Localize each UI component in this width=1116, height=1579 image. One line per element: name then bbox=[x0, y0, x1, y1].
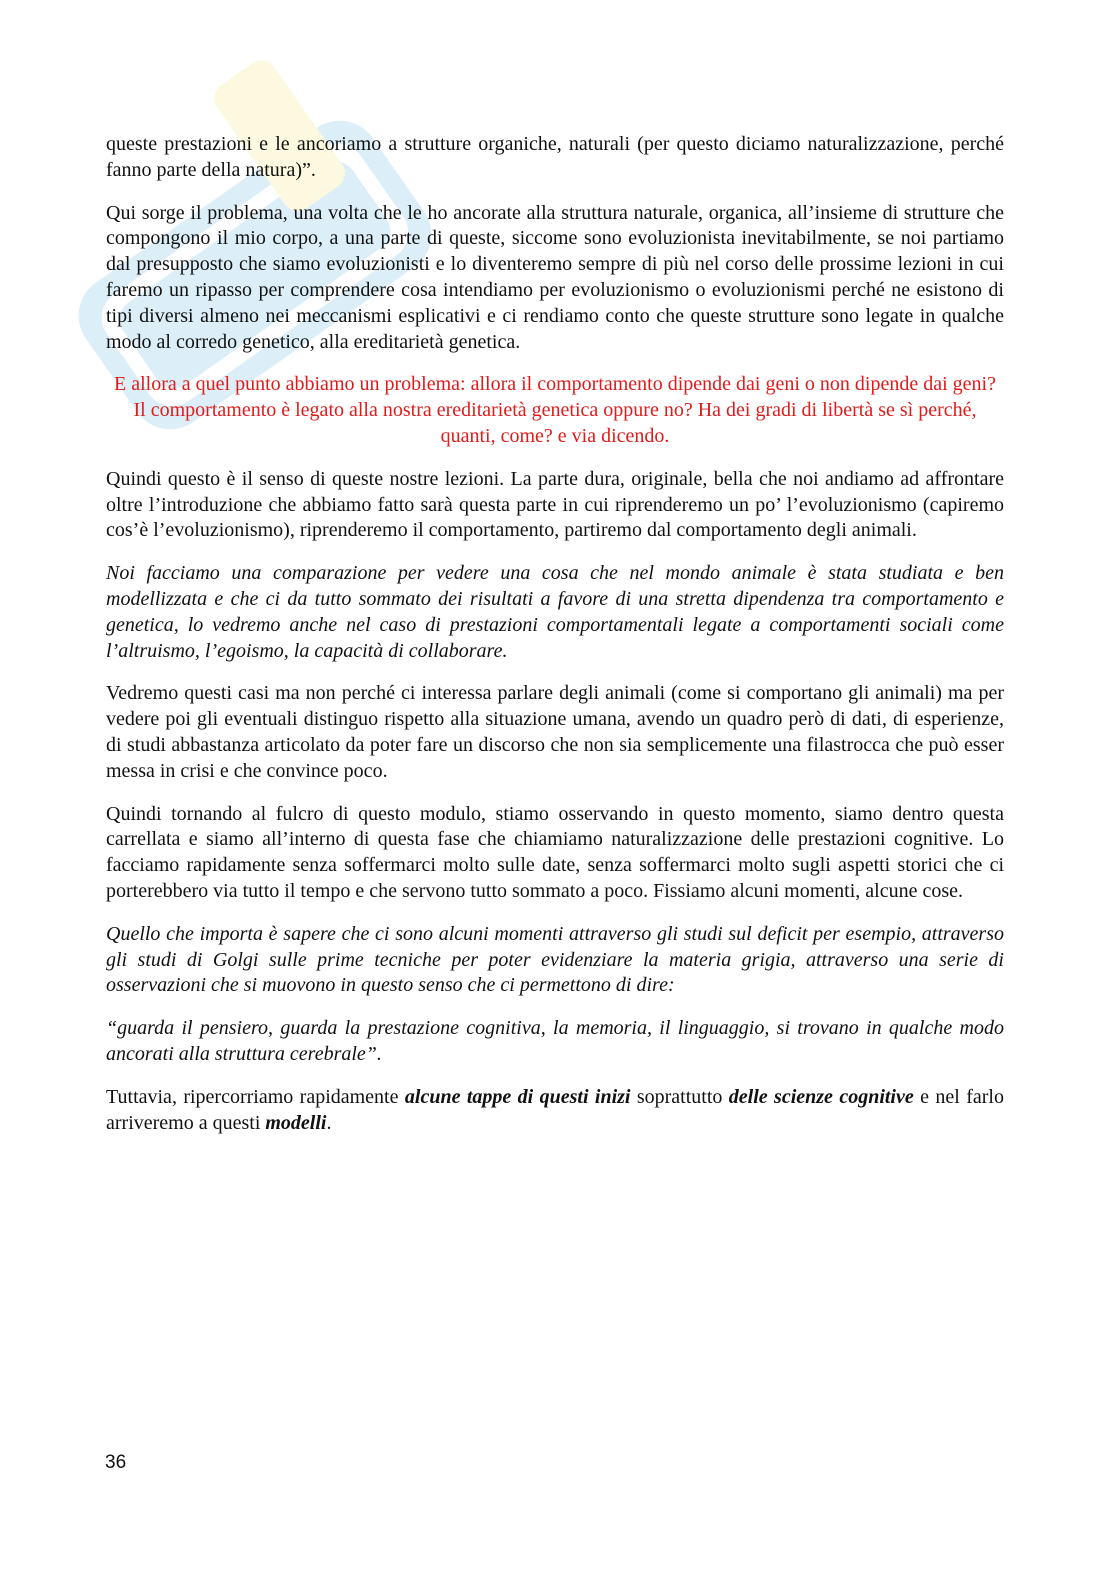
paragraph-5-italic: Noi facciamo una comparazione per vedere una cosa che nel mondo animale è stata studiata e ben modellizzata e che ci da tutto sommato dei risultati a favore di una stretta dipendenza tra comportamento e genetica, lo vedremo anche nel caso di prestazioni comportamentali legate a comportamenti sociali come l’altruismo, l’egoismo, la capacità di collaborare. bbox=[106, 562, 1004, 662]
paragraph-4: Quindi questo è il senso di queste nostre lezioni. La parte dura, originale, bella che noi andiamo ad affrontare oltre l’introduzione che abbiamo fatto sarà questa parte in cui riprenderemo un po’ l’evoluzionismo (capiremo cos’è l’evoluzionismo), riprenderemo il comportamento, partiremo dal comportamento degli animali. bbox=[106, 467, 1004, 542]
paragraph-6: Vedremo questi casi ma non perché ci interessa parlare degli animali (come si comportano gli animali) ma per vedere poi gli eventuali distinguo rispetto alla situazione umana, avendo un quadro però di dati, di esperienze, di studi abbastanza articolato da poter fare un discorso che non sia semplicemente una filastrocca che può esser messa in crisi e che convince poco. bbox=[106, 682, 1004, 782]
paragraph-10 bbox=[106, 1085, 1004, 1137]
page-number: 36 bbox=[105, 1452, 127, 1473]
paragraph-8-italic: Quello che importa è sapere che ci sono alcuni momenti attraverso gli studi sul deficit per esempio, attraverso gli studi di Golgi sulle prime tecniche per poter evidenziare la materia grigia, attraverso una serie di osservazioni che si muovono in questo senso che ci permettono di dire: bbox=[106, 922, 1004, 997]
emphasis-run: modelli bbox=[265, 1111, 327, 1134]
paragraph-1: queste prestazioni e le ancoriamo a strutture organiche, naturali (per questo diciamo naturalizzazione, perché fanno parte della natura)”. bbox=[106, 133, 1004, 181]
text-run: e nel farlo arriveremo a questi bbox=[106, 1085, 1004, 1134]
document-body bbox=[106, 132, 1004, 1153]
emphasis-run: alcune tappe di questi inizi bbox=[404, 1085, 631, 1108]
text-run: . bbox=[326, 1111, 332, 1134]
highlighted-question: E allora a quel punto abbiamo un problema: allora il comportamento dipende dai geni o non dipende dai geni? Il comportamento è legato alla nostra ereditarietà genetica oppure no? Ha dei gradi di libertà se sì perché, quanti, come? e via dicendo. bbox=[114, 373, 996, 447]
paragraph-2: Qui sorge il problema, una volta che le ho ancorate alla struttura naturale, organica, all’insieme di strutture che compongono il mio corpo, a una parte di queste, siccome sono evoluzionista inevitabilmente, se noi partiamo dal presupposto che siamo evoluzionisti e lo diventeremo sempre di più nel corso delle prossime lezioni in cui faremo un ripasso per comprendere cosa intendiamo per evoluzionismo o evoluzionismi perché ne esistono di tipi diversi almeno nei meccanismi esplicativi e ci rendiamo conto che queste strutture sono legate in qualche modo al corredo genetico, alla ereditarietà genetica. bbox=[106, 201, 1004, 353]
paragraph-7: Quindi tornando al fulcro di questo modulo, stiamo osservando in questo momento, siamo dentro questa carrellata e siamo all’interno di questa fase che chiamiamo naturalizzazione delle prestazioni cognitive. Lo facciamo rapidamente senza soffermarci molto sulle date, senza soffermarci molto sugli aspetti storici che ci porterebbero via tutto il tempo e che servono tutto sommato a poco. Fissiamo alcuni momenti, alcune cose. bbox=[106, 802, 1004, 902]
text-run: soprattutto bbox=[630, 1085, 729, 1108]
quote-paragraph: “guarda il pensiero, guarda la prestazione cognitiva, la memoria, il linguaggio, si trovano in qualche modo ancorati alla struttura cerebrale”. bbox=[106, 1017, 1004, 1065]
text-run: Tuttavia, ripercorriamo rapidamente bbox=[106, 1085, 405, 1108]
emphasis-run: delle scienze cognitive bbox=[728, 1085, 914, 1108]
